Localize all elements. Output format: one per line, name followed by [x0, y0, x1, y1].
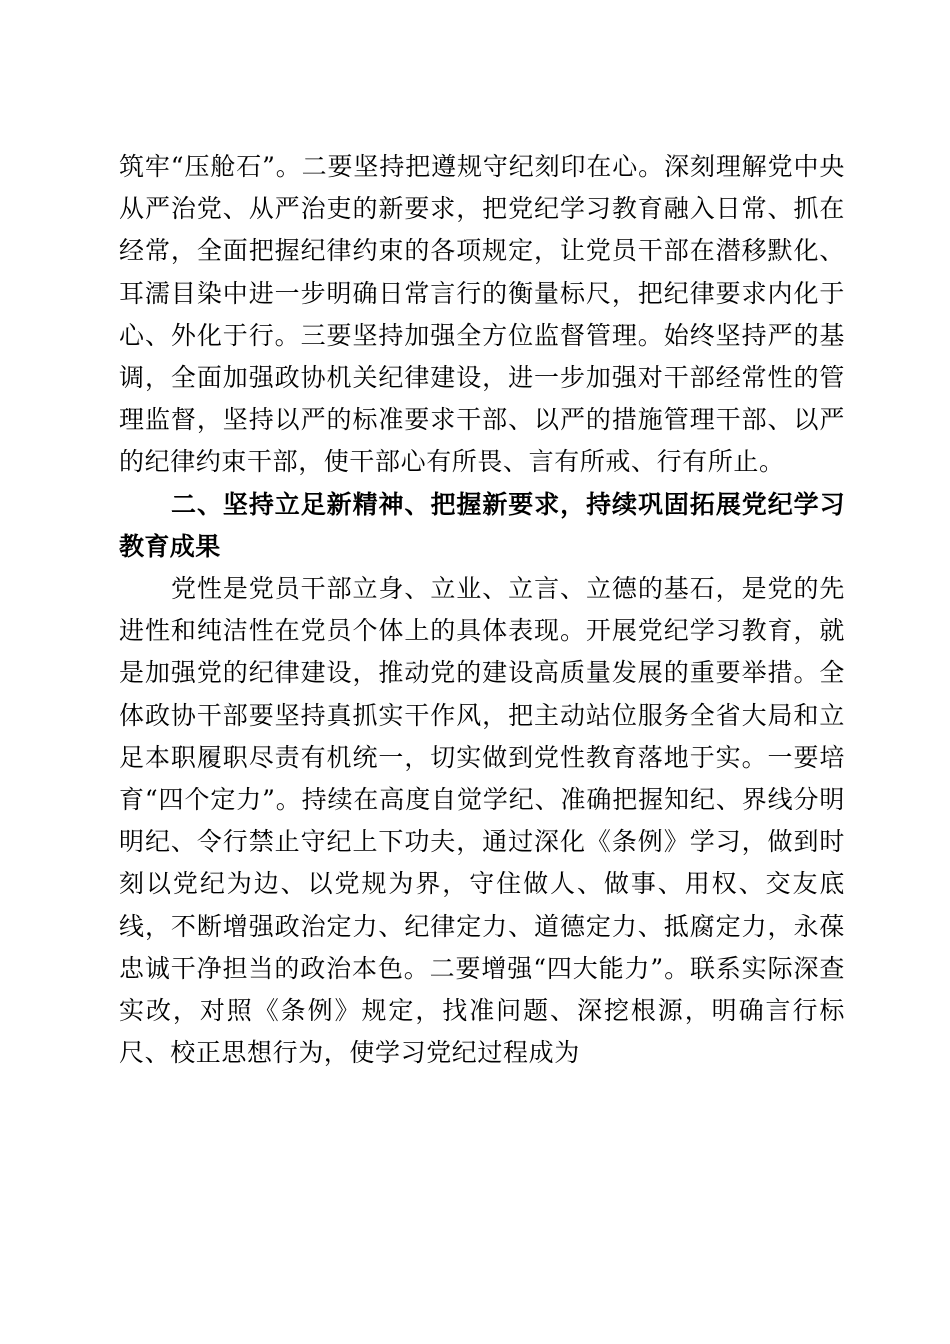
- body-paragraph: 党性是党员干部立身、立业、立言、立德的基石，是党的先进性和纯洁性在党员个体上的具体表现。开展党纪学习教育，就是加强党的纪律建设，推动党的建设高质量发展的重要举措。全体政协干部要坚持真抓实干作风，把主动站位服务全省大局和立足本职履职尽责有机统一，切实做到党性教育落地于实。一要培育“四个定力”。持续在高度自觉学纪、准确把握知纪、界线分明明纪、令行禁止守纪上下功夫，通过深化《条例》学习，做到时刻以党纪为边、以党规为界，守住做人、做事、用权、交友底线，不断增强政治定力、纪律定力、道德定力、抵腐定力，永葆忠诚干净担当的政治本色。二要增强“四大能力”。联系实际深查实改，对照《条例》规定，找准问题、深挖根源，明确言行标尺、校正思想行为，使学习党纪过程成为: [119, 574, 845, 1068]
- section-heading: 二、坚持立足新精神、把握新要求，持续巩固拓展党纪学习教育成果: [119, 489, 845, 561]
- document-page: [119, 146, 845, 1074]
- body-paragraph: 筑牢“压舱石”。二要坚持把遵规守纪刻印在心。深刻理解党中央从严治党、从严治吏的新要求，把党纪学习教育融入日常、抓在经常，全面把握纪律约束的各项规定，让党员干部在潜移默化、耳濡目染中进一步明确日常言行的衡量标尺，把纪律要求内化于心、外化于行。三要坚持加强全方位监督管理。始终坚持严的基调，全面加强政协机关纪律建设，进一步加强对干部经常性的管理监督，坚持以严的标准要求干部、以严的措施管理干部、以严的纪律约束干部，使干部心有所畏、言有所戒、行有所止。: [119, 152, 845, 477]
